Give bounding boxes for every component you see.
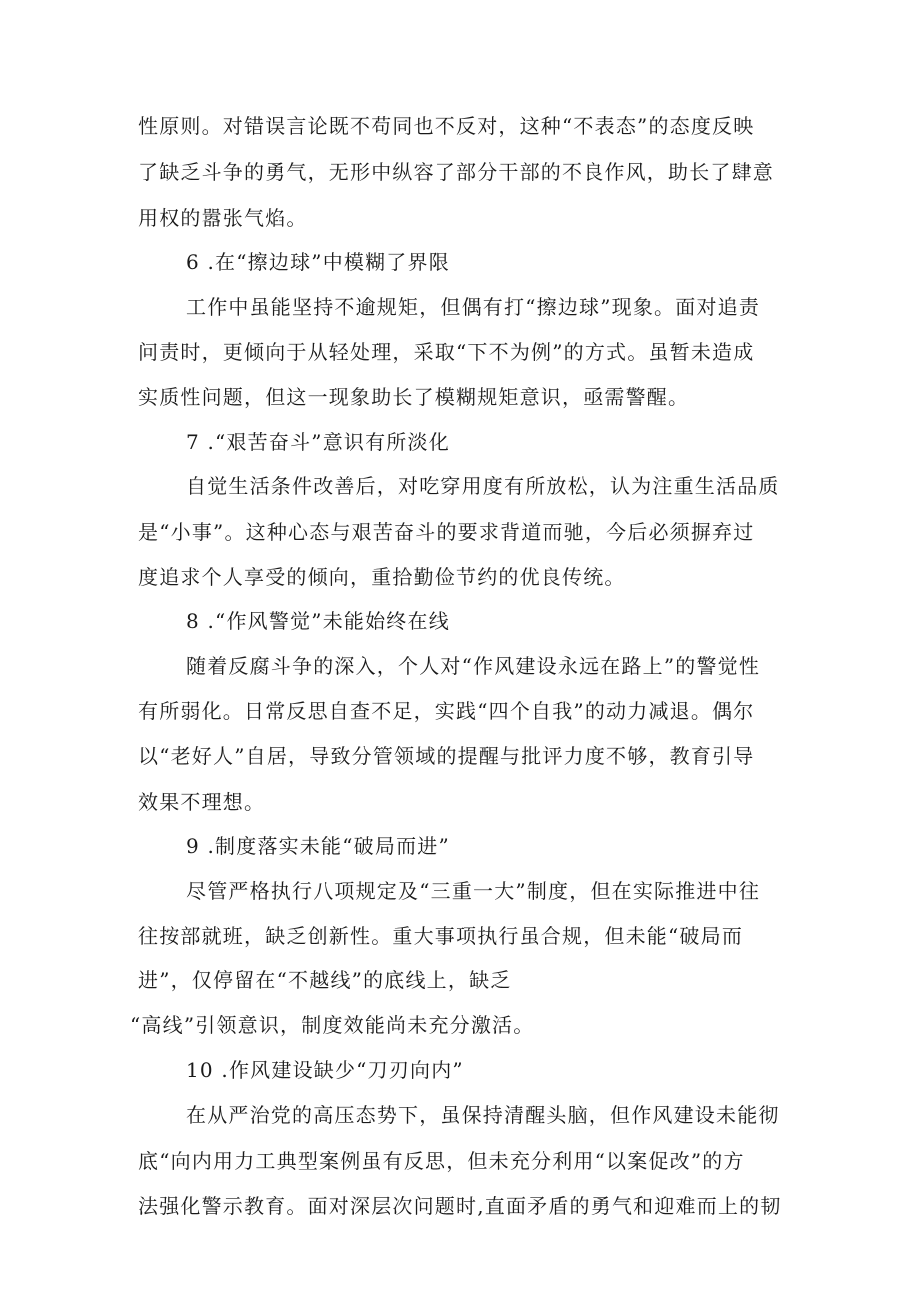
body-line: 效果不理想。 — [138, 790, 266, 814]
body-line: 进”，仅停留在“不越线”的底线上，缺乏 — [138, 968, 512, 992]
body-line: 实质性问题，但这一现象助长了模糊规矩意识，亟需警醒。 — [138, 385, 690, 409]
body-line: 了缺乏斗争的勇气，无形中纵容了部分干部的不良作风，助长了肆意 — [138, 160, 774, 184]
body-line: 在从严治党的高压态势下，虽保持清醒头脑，但作风建设未能彻 — [186, 1103, 780, 1127]
body-line: “高线”引领意识，制度效能尚未充分激活。 — [130, 1013, 535, 1037]
body-line: 法强化警示教育。面对深层次问题时,直面矛盾的勇气和迎难而上的韧 — [138, 1194, 782, 1218]
body-line: 有所弱化。日常反思自查不足，实践“四个自我”的动力减退。偶尔 — [138, 699, 755, 723]
body-line: 度追求个人享受的倾向，重拾勤俭节约的优良传统。 — [138, 565, 626, 589]
body-line: 尽管严格执行八项规定及“三重一大”制度，但在实际推进中往 — [186, 879, 761, 903]
body-line: 底“向内用力工典型案例虽有反思，但未充分利用“以案促改”的方 — [138, 1149, 745, 1173]
body-line: 是“小事”。这种心态与艰苦奋斗的要求背道而驰，今后必须摒弃过 — [138, 520, 755, 544]
section-heading: 9 .制度落实未能“破局而进” — [186, 834, 450, 858]
section-heading: 7 .“艰苦奋斗”意识有所淡化 — [186, 430, 450, 454]
body-line: 自觉生活条件改善后，对吃穿用度有所放松，认为注重生活品质 — [186, 474, 780, 498]
body-line: 性原则。对错误言论既不苟同也不反对，这种“不表态”的态度反映 — [138, 114, 755, 138]
body-line: 用权的嚣张气焰。 — [138, 206, 308, 230]
section-heading: 10 .作风建设缺少“刀刃向内” — [186, 1058, 464, 1082]
body-line: 随着反腐斗争的深入，个人对“作风建设永远在路上”的警觉性 — [186, 654, 761, 678]
section-heading: 8 .“作风警觉”未能始终在线 — [186, 609, 450, 633]
body-line: 往按部就班，缺乏创新性。重大事项执行虽合规，但未能“破局而 — [138, 924, 744, 948]
body-line: 以“老好人”自居，导致分管领域的提醒与批评力度不够，教育引导 — [138, 744, 755, 768]
body-line: 问责时，更倾向于从轻处理，采取“下不为例”的方式。虽暂未造成 — [138, 340, 755, 364]
body-line: 工作中虽能坚持不逾规矩，但偶有打“擦边球”现象。面对追责 — [186, 295, 761, 319]
section-heading: 6 .在“擦边球”中模糊了界限 — [186, 250, 450, 274]
